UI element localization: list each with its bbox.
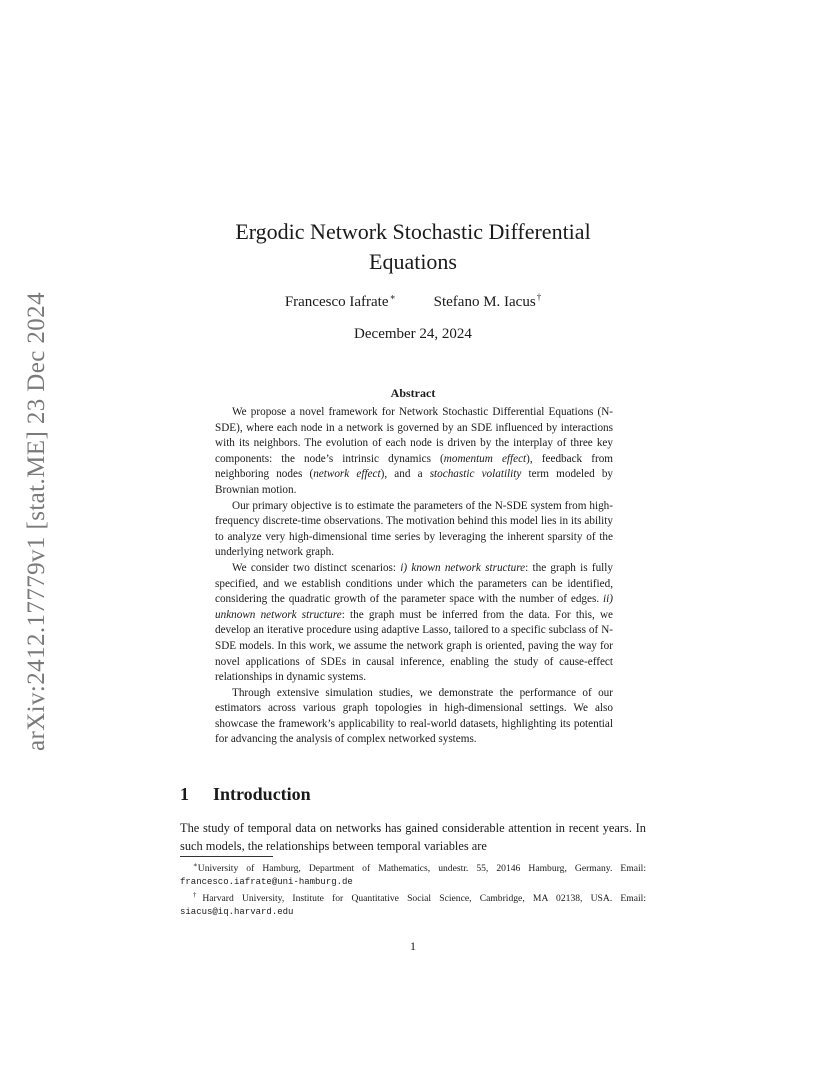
footnotes (180, 859, 646, 919)
arxiv-stamp: arXiv:2412.17779v1 [stat.ME] 23 Dec 2024 (23, 292, 50, 752)
intro-paragraph: The study of temporal data on networks has gained considerable attention in recent years. In such models, the relationships between temporal variables are (180, 821, 646, 853)
text-run: ), and a (380, 468, 430, 481)
author (285, 292, 396, 311)
footnote-mark: ∗ (193, 861, 198, 869)
abstract-heading: Abstract (390, 386, 436, 400)
abstract-paragraph (215, 405, 613, 499)
emphasis: stochastic volatility (429, 468, 522, 481)
text-run: We propose a novel framework for Network Stochastic Differential Equations (N-SDE), where each node in a network is governed by an SDE influenced by interactions with its neighbors. The evolution of each node is driven by the interplay of three key components: the node’s intrinsic dynamics ( (215, 406, 613, 465)
emphasis: momentum effect (443, 452, 527, 465)
footnote (180, 859, 646, 889)
footnote-email[interactable]: francesco.iafrate@uni-hamburg.de (180, 877, 353, 887)
section-title: Introduction (213, 784, 311, 804)
title-line-2: Equations (369, 249, 457, 274)
paper-date: December 24, 2024 (354, 326, 472, 342)
title-line-1: Ergodic Network Stochastic Differential (235, 219, 591, 244)
emphasis: ii) unknown network structure (215, 593, 613, 621)
text-run: : the graph must be inferred from the data. For this, we develop an iterative procedure using adaptive Lasso, tailored to a specific subclass of N-SDE models. In this work, we assume the network graph is oriented, paving the way for novel applications of SDEs in causal inference, enabling the study of cause-effect relationships in dynamic systems. (215, 608, 613, 684)
footnote-text: University of Hamburg, Department of Mathematics, undestr. 55, 20146 Hamburg, Germany. Email: (197, 863, 646, 874)
author-footnote-mark: † (536, 292, 542, 302)
footnote-mark: † (193, 891, 203, 899)
abstract-body (215, 405, 613, 748)
page-number: 1 (410, 939, 416, 953)
emphasis: i) known network structure (400, 561, 526, 574)
author-name: Stefano M. Iacus (433, 294, 536, 310)
text-run: : the graph is fully specified, and we establish conditions under which the parameters can be identified, considering the quadratic growth of the parameter space with the number of edges. (215, 561, 613, 606)
text-run: term modeled by Brownian motion. (215, 468, 614, 496)
emphasis: network effect (313, 468, 381, 481)
abstract-paragraph: Through extensive simulation studies, we demonstrate the performance of our estimators across various graph topologies in high-dimensional settings. We also showcase the framework’s applicability to real-world datasets, highlighting its potential for advancing the analysis of complex networked systems. (215, 686, 613, 746)
author-list (180, 292, 646, 311)
text-run: We consider two distinct scenarios: (232, 561, 401, 574)
text-run: ), feedback from neighboring nodes ( (215, 452, 613, 481)
author (434, 292, 542, 311)
abstract-paragraph (215, 561, 613, 686)
abstract-paragraph: Our primary objective is to estimate the parameters of the N-SDE system from high-frequency discrete-time observations. The motivation behind this model lies in its ability to analyze very high-dimensional time series by leveraging the inherent sparsity of the underlying network graph. (215, 499, 613, 559)
footnote-email[interactable]: siacus@iq.harvard.edu (180, 907, 294, 917)
footnote-text: Harvard University, Institute for Quantitative Social Science, Cambridge, MA 02138, USA. Email: (202, 893, 647, 904)
section-heading (180, 784, 311, 805)
footnote (180, 889, 646, 919)
footnote-divider (180, 856, 273, 857)
paper-title (180, 217, 646, 277)
section-number: 1 (180, 784, 189, 804)
author-name: Francesco Iafrate (284, 294, 389, 310)
author-footnote-mark: ∗ (389, 292, 396, 302)
